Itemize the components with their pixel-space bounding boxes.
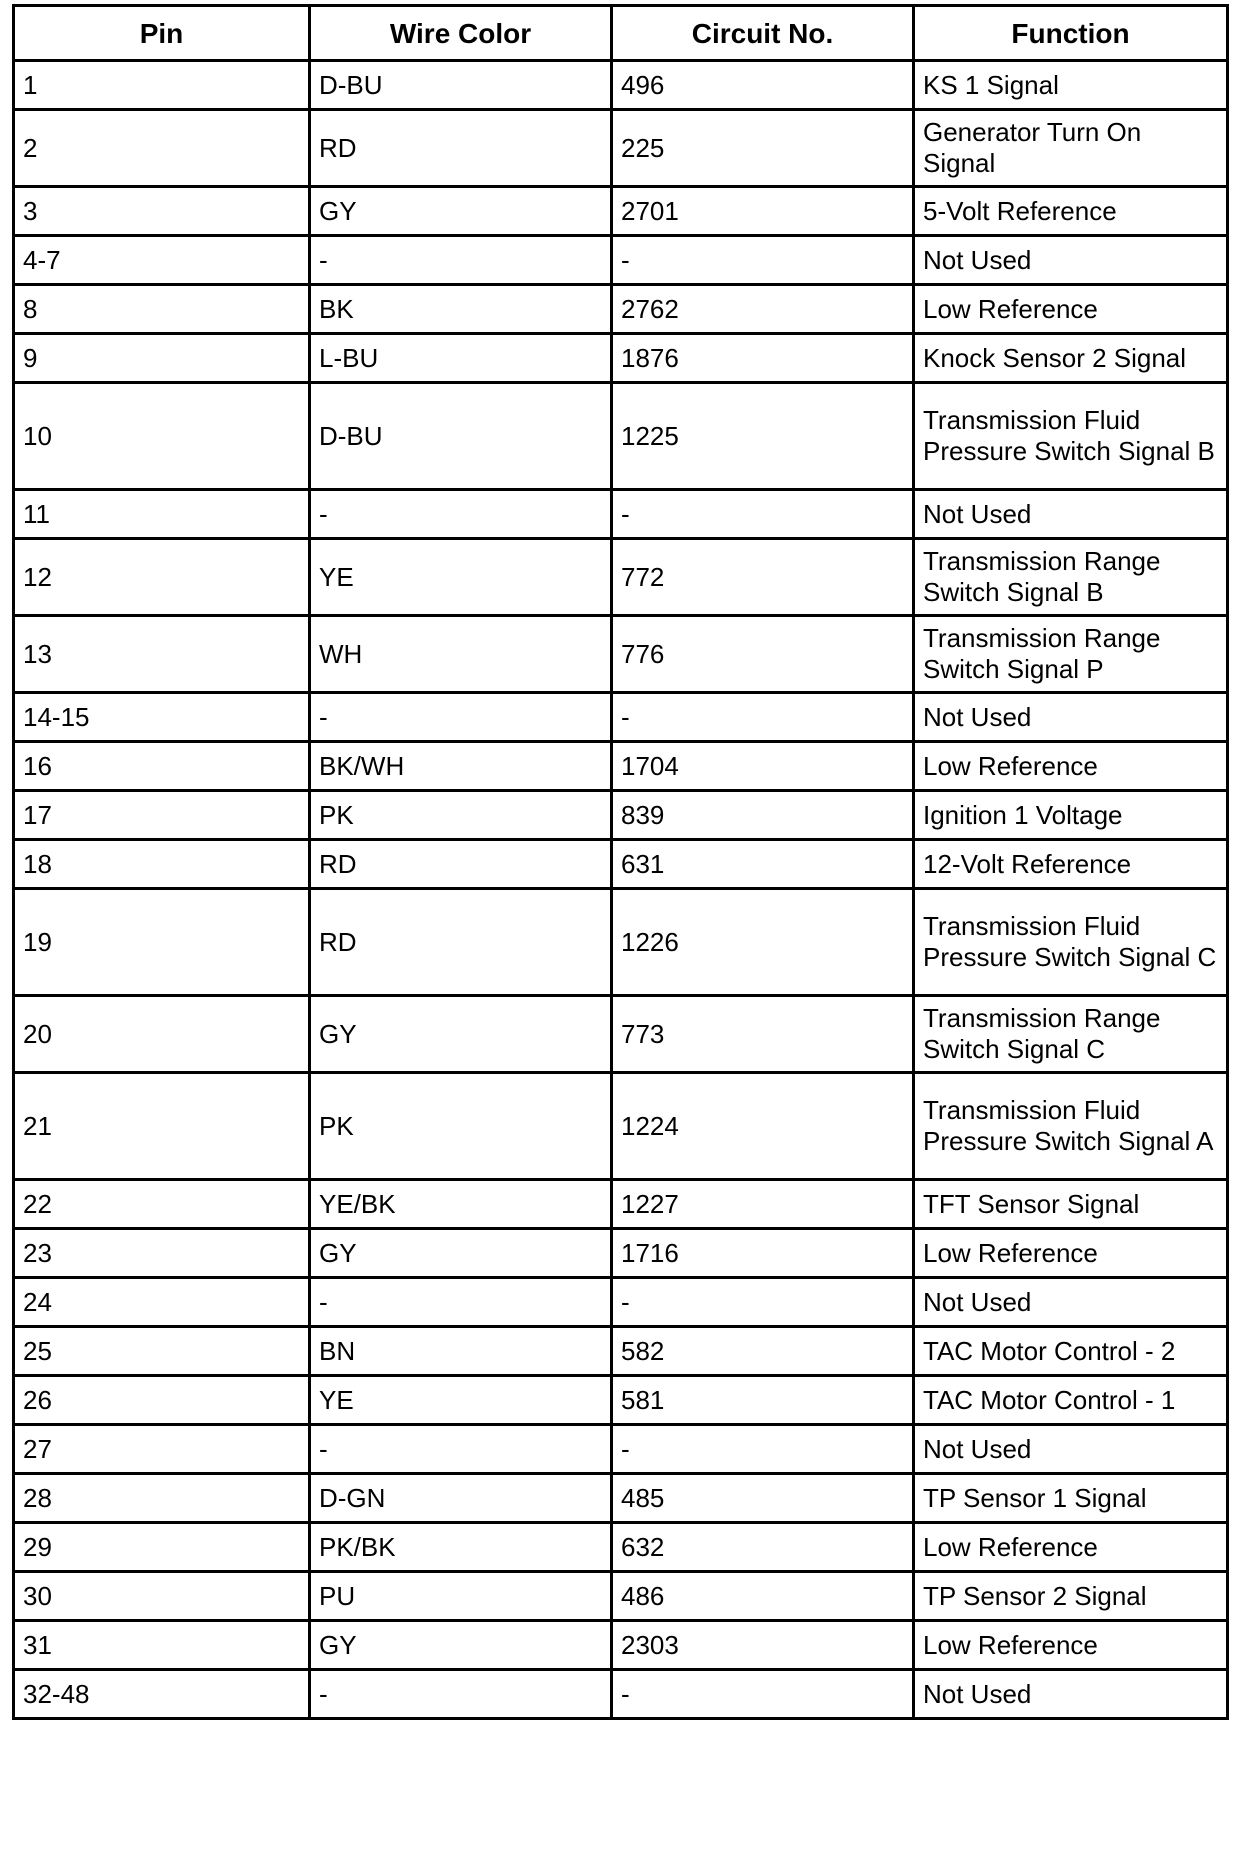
table-body [14, 61, 1228, 1719]
function-cell: Low Reference [914, 1621, 1228, 1670]
table-row [14, 1474, 1228, 1523]
pin-cell: 10 [14, 383, 310, 490]
table-row [14, 61, 1228, 110]
table-row [14, 1425, 1228, 1474]
pin-cell: 32-48 [14, 1670, 310, 1719]
circuit-cell: 772 [612, 539, 914, 616]
circuit-cell: 631 [612, 840, 914, 889]
circuit-cell: 1226 [612, 889, 914, 996]
wire-color-cell: GY [310, 187, 612, 236]
function-cell: TP Sensor 1 Signal [914, 1474, 1228, 1523]
table-row [14, 1278, 1228, 1327]
table-row [14, 1376, 1228, 1425]
pin-cell: 17 [14, 791, 310, 840]
circuit-cell: - [612, 1278, 914, 1327]
function-cell: 5-Volt Reference [914, 187, 1228, 236]
function-cell: Low Reference [914, 1229, 1228, 1278]
function-cell: Not Used [914, 1278, 1228, 1327]
pin-cell: 28 [14, 1474, 310, 1523]
pin-cell: 20 [14, 996, 310, 1073]
pin-cell: 27 [14, 1425, 310, 1474]
wire-color-cell: WH [310, 616, 612, 693]
wire-color-cell: YE/BK [310, 1180, 612, 1229]
function-cell: Low Reference [914, 1523, 1228, 1572]
table-row [14, 187, 1228, 236]
table-row [14, 840, 1228, 889]
wire-color-cell: YE [310, 1376, 612, 1425]
header-pin: Pin [14, 6, 310, 61]
circuit-cell: 485 [612, 1474, 914, 1523]
table-row [14, 285, 1228, 334]
pin-cell: 23 [14, 1229, 310, 1278]
circuit-cell: - [612, 693, 914, 742]
pin-cell: 25 [14, 1327, 310, 1376]
function-cell: KS 1 Signal [914, 61, 1228, 110]
function-cell: TFT Sensor Signal [914, 1180, 1228, 1229]
table-row [14, 110, 1228, 187]
pin-cell: 2 [14, 110, 310, 187]
wire-color-cell: RD [310, 840, 612, 889]
wire-color-cell: PK [310, 1073, 612, 1180]
function-cell: Transmission Range Switch Signal C [914, 996, 1228, 1073]
table-row [14, 1180, 1228, 1229]
function-cell: Not Used [914, 490, 1228, 539]
function-cell: 12-Volt Reference [914, 840, 1228, 889]
wire-color-cell: D-GN [310, 1474, 612, 1523]
pin-cell: 14-15 [14, 693, 310, 742]
circuit-cell: 225 [612, 110, 914, 187]
table-row [14, 693, 1228, 742]
wire-color-cell: BK [310, 285, 612, 334]
function-cell: Transmission Fluid Pressure Switch Signal C [914, 889, 1228, 996]
function-cell: Not Used [914, 1425, 1228, 1474]
circuit-cell: 496 [612, 61, 914, 110]
table-row [14, 334, 1228, 383]
header-circuit-no: Circuit No. [612, 6, 914, 61]
function-cell: Low Reference [914, 285, 1228, 334]
pin-cell: 21 [14, 1073, 310, 1180]
circuit-cell: - [612, 236, 914, 285]
pin-cell: 4-7 [14, 236, 310, 285]
table-row [14, 1327, 1228, 1376]
wire-color-cell: GY [310, 1229, 612, 1278]
wire-color-cell: BK/WH [310, 742, 612, 791]
pin-cell: 8 [14, 285, 310, 334]
circuit-cell: 773 [612, 996, 914, 1073]
function-cell: TP Sensor 2 Signal [914, 1572, 1228, 1621]
pin-cell: 12 [14, 539, 310, 616]
circuit-cell: 486 [612, 1572, 914, 1621]
pin-cell: 19 [14, 889, 310, 996]
function-cell: Knock Sensor 2 Signal [914, 334, 1228, 383]
table-row [14, 1572, 1228, 1621]
function-cell: Generator Turn On Signal [914, 110, 1228, 187]
circuit-cell: 1227 [612, 1180, 914, 1229]
table-row [14, 490, 1228, 539]
wire-color-cell: GY [310, 1621, 612, 1670]
table-row [14, 1523, 1228, 1572]
pin-cell: 18 [14, 840, 310, 889]
table-row [14, 1073, 1228, 1180]
header-row [14, 6, 1228, 61]
pin-cell: 30 [14, 1572, 310, 1621]
pin-cell: 26 [14, 1376, 310, 1425]
wire-color-cell: - [310, 693, 612, 742]
pinout-table [12, 4, 1229, 1720]
function-cell: Transmission Fluid Pressure Switch Signal B [914, 383, 1228, 490]
wire-color-cell: BN [310, 1327, 612, 1376]
circuit-cell: 776 [612, 616, 914, 693]
table-row [14, 539, 1228, 616]
wire-color-cell: RD [310, 889, 612, 996]
wire-color-cell: - [310, 236, 612, 285]
function-cell: Transmission Range Switch Signal P [914, 616, 1228, 693]
wire-color-cell: D-BU [310, 383, 612, 490]
pin-cell: 29 [14, 1523, 310, 1572]
circuit-cell: 1876 [612, 334, 914, 383]
table-row [14, 616, 1228, 693]
circuit-cell: 2701 [612, 187, 914, 236]
function-cell: Low Reference [914, 742, 1228, 791]
table-row [14, 1229, 1228, 1278]
wire-color-cell: PU [310, 1572, 612, 1621]
wire-color-cell: GY [310, 996, 612, 1073]
wire-color-cell: RD [310, 110, 612, 187]
circuit-cell: - [612, 1670, 914, 1719]
pin-cell: 24 [14, 1278, 310, 1327]
table-row [14, 1670, 1228, 1719]
table-row [14, 1621, 1228, 1670]
circuit-cell: 2762 [612, 285, 914, 334]
pin-cell: 22 [14, 1180, 310, 1229]
circuit-cell: - [612, 490, 914, 539]
function-cell: Not Used [914, 236, 1228, 285]
circuit-cell: 2303 [612, 1621, 914, 1670]
table-row [14, 383, 1228, 490]
table-row [14, 742, 1228, 791]
pin-cell: 11 [14, 490, 310, 539]
circuit-cell: 1224 [612, 1073, 914, 1180]
pin-cell: 13 [14, 616, 310, 693]
circuit-cell: 1704 [612, 742, 914, 791]
function-cell: Not Used [914, 693, 1228, 742]
function-cell: Transmission Fluid Pressure Switch Signal A [914, 1073, 1228, 1180]
circuit-cell: 582 [612, 1327, 914, 1376]
circuit-cell: 839 [612, 791, 914, 840]
wire-color-cell: YE [310, 539, 612, 616]
wire-color-cell: - [310, 490, 612, 539]
circuit-cell: 581 [612, 1376, 914, 1425]
function-cell: TAC Motor Control - 1 [914, 1376, 1228, 1425]
wire-color-cell: PK [310, 791, 612, 840]
wire-color-cell: D-BU [310, 61, 612, 110]
pin-cell: 3 [14, 187, 310, 236]
wire-color-cell: - [310, 1425, 612, 1474]
header-wire-color: Wire Color [310, 6, 612, 61]
circuit-cell: 632 [612, 1523, 914, 1572]
function-cell: TAC Motor Control - 2 [914, 1327, 1228, 1376]
pin-cell: 1 [14, 61, 310, 110]
wire-color-cell: - [310, 1670, 612, 1719]
table-row [14, 889, 1228, 996]
header-function: Function [914, 6, 1228, 61]
table-row [14, 236, 1228, 285]
pin-cell: 31 [14, 1621, 310, 1670]
function-cell: Transmission Range Switch Signal B [914, 539, 1228, 616]
pin-cell: 9 [14, 334, 310, 383]
function-cell: Ignition 1 Voltage [914, 791, 1228, 840]
wire-color-cell: L-BU [310, 334, 612, 383]
circuit-cell: 1225 [612, 383, 914, 490]
pin-cell: 16 [14, 742, 310, 791]
wire-color-cell: PK/BK [310, 1523, 612, 1572]
circuit-cell: - [612, 1425, 914, 1474]
function-cell: Not Used [914, 1670, 1228, 1719]
wire-color-cell: - [310, 1278, 612, 1327]
table-row [14, 791, 1228, 840]
table-row [14, 996, 1228, 1073]
circuit-cell: 1716 [612, 1229, 914, 1278]
